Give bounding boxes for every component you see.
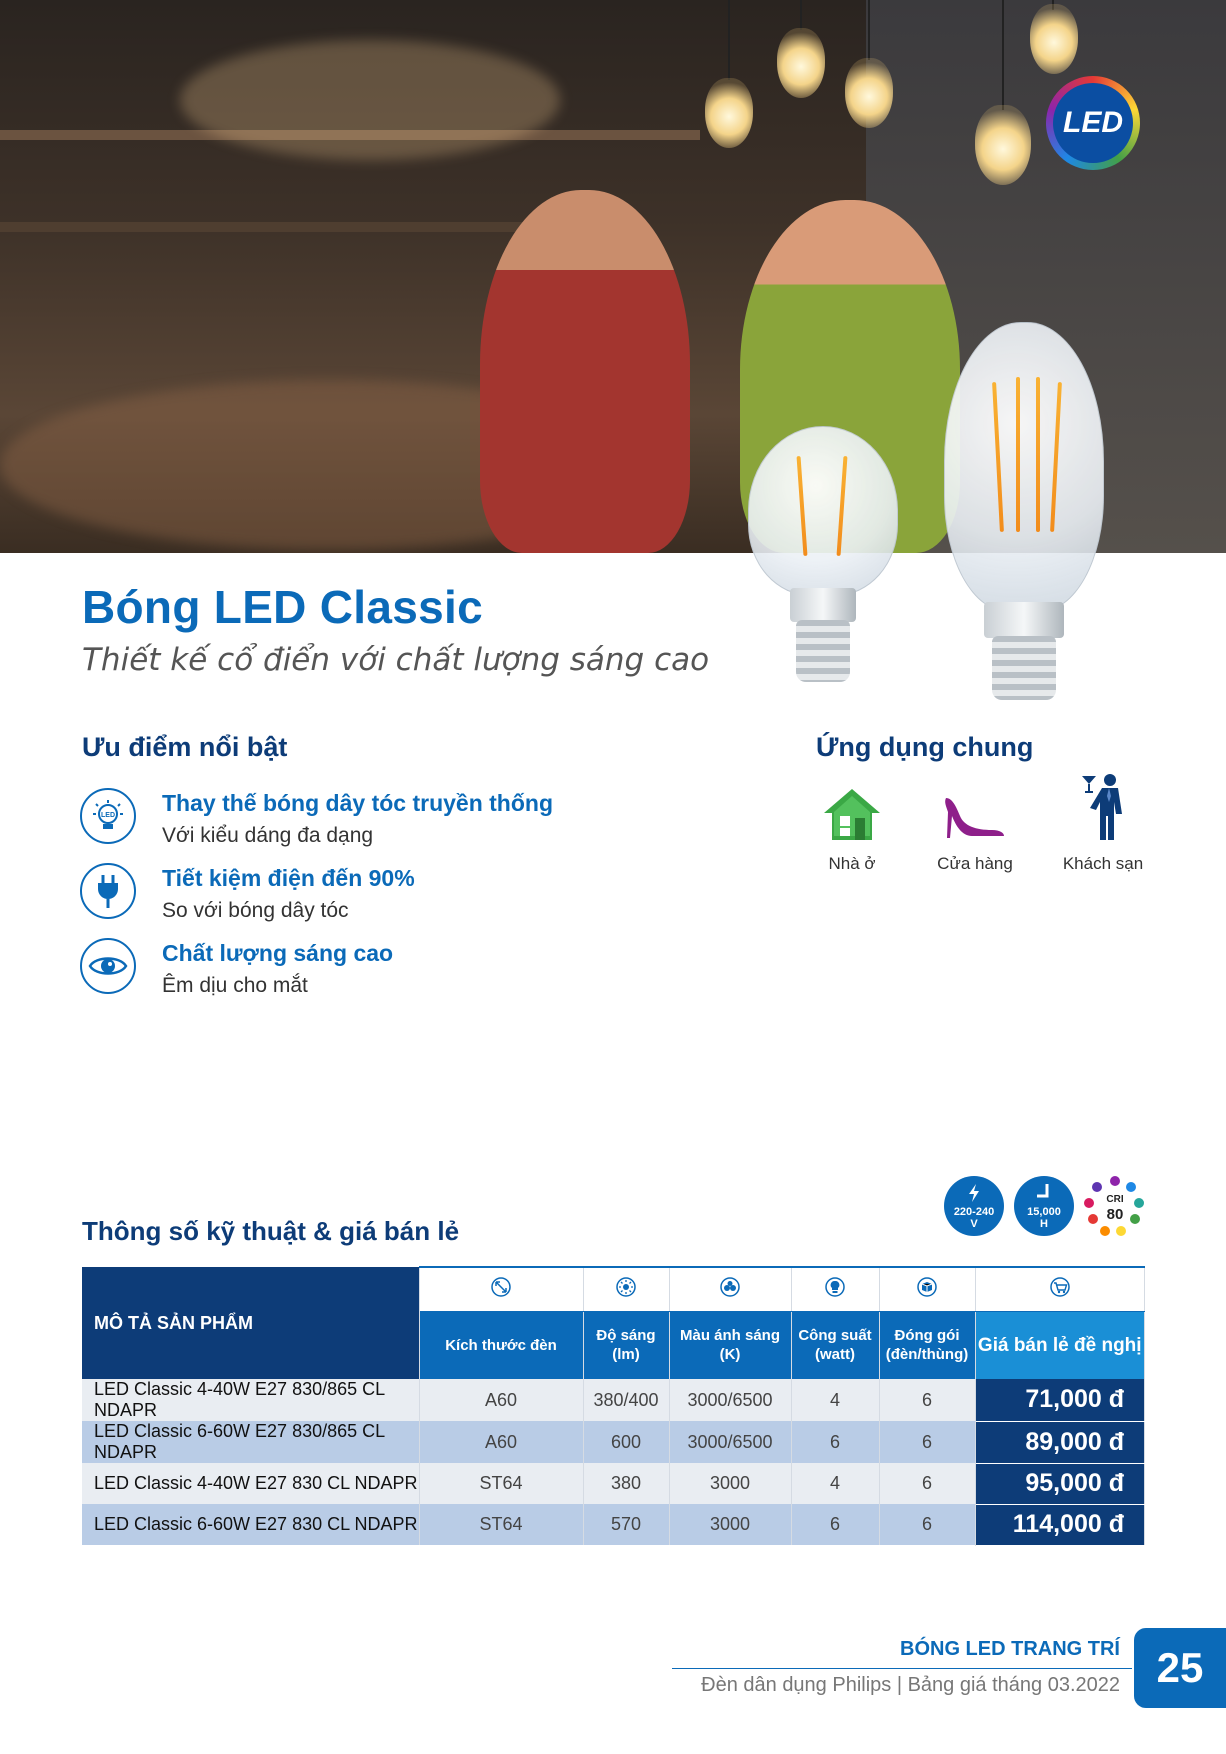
product-price: 89,000 đ	[975, 1421, 1145, 1463]
lifetime-value: 15,000	[1027, 1206, 1061, 1218]
house-icon	[792, 780, 912, 842]
column-header-desc: MÔ TẢ SẢN PHẨM	[82, 1267, 419, 1379]
cri-icon	[1084, 1176, 1146, 1238]
feature-title: Tiết kiệm điện đến 90%	[162, 865, 415, 891]
product-size: A60	[419, 1379, 583, 1421]
application-hotel	[1043, 780, 1163, 874]
footer-divider	[672, 1668, 1132, 1669]
st64-bulb-image	[944, 322, 1104, 722]
product-size: ST64	[419, 1463, 583, 1504]
table-row	[82, 1421, 1145, 1463]
footer-subtitle: Đèn dân dụng Philips | Bảng giá tháng 03.2022	[701, 1674, 1120, 1696]
feature-desc: So với bóng dây tóc	[162, 899, 349, 922]
svg-text:LED: LED	[101, 812, 115, 819]
product-lumen: 380	[583, 1463, 669, 1504]
led-bulb-icon	[80, 788, 136, 844]
product-cct: 3000/6500	[669, 1421, 791, 1463]
table-row	[82, 1463, 1145, 1504]
pendant-bulb	[975, 105, 1031, 185]
spec-price-table	[82, 1266, 1145, 1546]
price-tag-icon	[975, 1267, 1145, 1311]
product-cct: 3000	[669, 1504, 791, 1545]
product-pack: 6	[879, 1421, 975, 1463]
column-header-cct: Màu ánh sáng (K)	[669, 1311, 791, 1379]
size-icon	[419, 1267, 583, 1311]
lumen-icon	[583, 1267, 669, 1311]
product-desc: LED Classic 6-60W E27 830 CL NDAPR	[82, 1504, 419, 1545]
advantages-heading: Ưu điểm nổi bật	[82, 732, 288, 762]
table-row	[82, 1379, 1145, 1421]
high-heel-icon	[915, 780, 1035, 842]
product-price: 71,000 đ	[975, 1379, 1145, 1421]
product-pack: 6	[879, 1504, 975, 1545]
pendant-bulb	[1030, 4, 1078, 74]
product-power: 4	[791, 1379, 879, 1421]
color-temperature-icon	[669, 1267, 791, 1311]
feature-title: Chất lượng sáng cao	[162, 940, 394, 966]
pendant-bulb	[705, 78, 753, 148]
page-title: Bóng LED Classic	[82, 581, 483, 633]
waiter-icon	[1043, 780, 1163, 842]
product-desc: LED Classic 6-60W E27 830/865 CL NDAPR	[82, 1421, 419, 1463]
hero-shelf	[0, 222, 560, 232]
lifetime-icon	[1014, 1176, 1074, 1236]
package-icon	[879, 1267, 975, 1311]
voltage-unit: V	[970, 1218, 978, 1230]
plug-icon	[80, 863, 136, 919]
product-cct: 3000/6500	[669, 1379, 791, 1421]
product-lumen: 600	[583, 1421, 669, 1463]
application-shop	[915, 780, 1035, 874]
feature-desc: Với kiểu dáng đa dạng	[162, 824, 374, 847]
product-lumen: 570	[583, 1504, 669, 1545]
page-subtitle: Thiết kế cổ điển với chất lượng sáng cao	[82, 642, 710, 678]
product-size: ST64	[419, 1504, 583, 1545]
product-power: 6	[791, 1421, 879, 1463]
application-label: Cửa hàng	[937, 854, 1013, 873]
applications-heading: Ứng dụng chung	[816, 732, 1034, 762]
hero-light-glow	[180, 40, 560, 160]
product-price: 95,000 đ	[975, 1463, 1145, 1504]
page-number: 25	[1134, 1628, 1226, 1708]
product-lumen: 380/400	[583, 1379, 669, 1421]
application-label: Nhà ở	[828, 854, 876, 873]
feature-item	[80, 788, 680, 852]
product-cct: 3000	[669, 1463, 791, 1504]
specs-heading: Thông số kỹ thuật & giá bán lẻ	[82, 1216, 460, 1246]
a60-bulb-image	[748, 426, 898, 706]
table-row	[82, 1504, 1145, 1545]
product-pack: 6	[879, 1379, 975, 1421]
product-size: A60	[419, 1421, 583, 1463]
column-header-lumen: Độ sáng (lm)	[583, 1311, 669, 1379]
led-logo-icon: LED	[1046, 76, 1140, 170]
footer-category: BÓNG LED TRANG TRÍ	[900, 1638, 1120, 1660]
voltage-value: 220-240	[953, 1206, 995, 1218]
feature-item	[80, 938, 680, 1002]
column-header-price: Giá bán lẻ đề nghị	[975, 1311, 1145, 1379]
product-power: 4	[791, 1463, 879, 1504]
column-header-size: Kích thước đèn	[419, 1311, 583, 1379]
voltage-icon	[944, 1176, 1004, 1236]
column-header-power: Công suất (watt)	[791, 1311, 879, 1379]
hero-woman-left	[480, 190, 690, 553]
feature-desc: Êm dịu cho mắt	[162, 974, 308, 997]
column-header-pack: Đóng gói (đèn/thùng)	[879, 1311, 975, 1379]
pendant-bulb	[845, 58, 893, 128]
eye-icon	[80, 938, 136, 994]
application-label: Khách sạn	[1062, 854, 1144, 873]
cri-value: 80	[1106, 1206, 1124, 1223]
product-pack: 6	[879, 1463, 975, 1504]
feature-title: Thay thế bóng dây tóc truyền thống	[162, 790, 553, 816]
power-icon	[791, 1267, 879, 1311]
pendant-bulb	[777, 28, 825, 98]
product-power: 6	[791, 1504, 879, 1545]
product-desc: LED Classic 4-40W E27 830/865 CL NDAPR	[82, 1379, 419, 1421]
lifetime-unit: H	[1040, 1218, 1048, 1230]
product-price: 114,000 đ	[975, 1504, 1145, 1545]
feature-item	[80, 863, 680, 927]
application-home	[792, 780, 912, 874]
cri-label: CRI	[1106, 1194, 1124, 1205]
product-desc: LED Classic 4-40W E27 830 CL NDAPR	[82, 1463, 419, 1504]
